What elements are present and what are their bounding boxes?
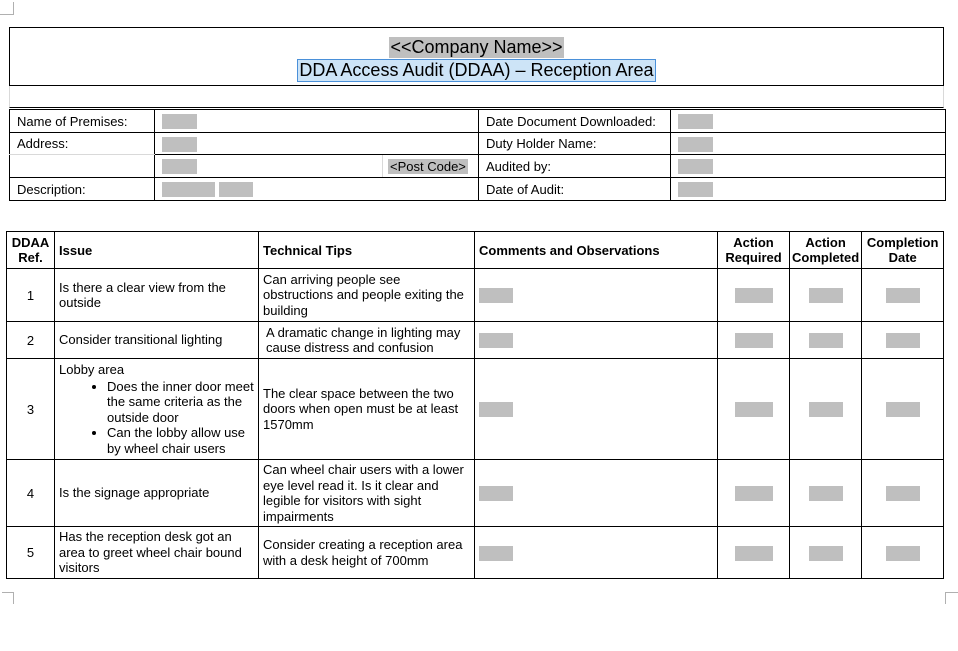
list-item: • Does the inner door meet the same criteria as the outside door [107, 379, 254, 426]
completion-date-field[interactable] [862, 322, 944, 359]
date-downloaded-field[interactable] [671, 110, 946, 133]
comments-field[interactable] [475, 359, 718, 460]
name-of-premises-label: Name of Premises: [10, 110, 155, 133]
list-item: • Can the lobby allow use by wheel chair users [107, 425, 254, 456]
column-header-completion-date: Completion Date [862, 232, 944, 269]
table-row [7, 527, 944, 579]
name-of-premises-field[interactable] [155, 110, 479, 133]
duty-holder-field[interactable] [671, 133, 946, 155]
completion-date-field[interactable] [862, 460, 944, 527]
completion-date-field[interactable] [862, 269, 944, 322]
duty-holder-label: Duty Holder Name: [479, 133, 671, 155]
row-technical-tip: The clear space between the two doors when open must be at least 1570mm [259, 359, 475, 460]
row-ref: 2 [7, 322, 55, 359]
row-issue: Lobby area [59, 362, 125, 377]
action-completed-field[interactable] [790, 527, 862, 579]
row-technical-tip: Can wheel chair users with a lower eye level read it. Is it clear and legible for visitors with sight impairments [259, 460, 475, 527]
audit-checklist-table [6, 231, 944, 579]
row-issue: Consider transitional lighting [55, 322, 259, 359]
table-row [7, 359, 944, 460]
action-completed-field[interactable] [790, 359, 862, 460]
action-required-field[interactable] [718, 460, 790, 527]
comments-field[interactable] [475, 460, 718, 527]
row-ref: 3 [7, 359, 55, 460]
page-corner-marker [13, 2, 14, 14]
company-name-field[interactable]: <<Company Name>> [390, 37, 563, 57]
row-issue: Is there a clear view from the outside [55, 269, 259, 322]
action-completed-field[interactable] [790, 460, 862, 527]
table-row [7, 269, 944, 322]
table-row [7, 460, 944, 527]
row-ref: 5 [7, 527, 55, 579]
premises-info-table [9, 109, 946, 201]
audited-by-label: Audited by: [479, 155, 671, 178]
audited-by-field[interactable] [671, 155, 946, 178]
action-completed-field[interactable] [790, 322, 862, 359]
action-required-field[interactable] [718, 527, 790, 579]
row-issue: Is the signage appropriate [55, 460, 259, 527]
date-of-audit-label: Date of Audit: [479, 178, 671, 201]
column-header-issue: Issue [55, 232, 259, 269]
page-corner-marker [945, 592, 958, 593]
row-technical-tip: A dramatic change in lighting may cause distress and confusion [259, 322, 475, 359]
sub-item-list [59, 379, 254, 457]
comments-field[interactable] [475, 527, 718, 579]
table-row [7, 322, 944, 359]
address-label: Address: [10, 133, 155, 155]
address-line-1-field[interactable] [155, 133, 479, 155]
address-continued-cell [10, 155, 155, 178]
date-of-audit-field[interactable] [671, 178, 946, 201]
completion-date-field[interactable] [862, 527, 944, 579]
completion-date-field[interactable] [862, 359, 944, 460]
comments-field[interactable] [475, 269, 718, 322]
action-required-field[interactable] [718, 359, 790, 460]
row-issue-with-list [55, 359, 259, 460]
column-header-ref: DDAA Ref. [7, 232, 55, 269]
action-required-field[interactable] [718, 269, 790, 322]
description-label: Description: [10, 178, 155, 201]
action-completed-field[interactable] [790, 269, 862, 322]
document-header [9, 27, 944, 86]
address-line-2-field[interactable] [155, 155, 383, 178]
row-technical-tip: Consider creating a reception area with a desk height of 700mm [259, 527, 475, 579]
date-downloaded-label: Date Document Downloaded: [479, 110, 671, 133]
row-ref: 1 [7, 269, 55, 322]
spacer-row [9, 86, 944, 108]
row-ref: 4 [7, 460, 55, 527]
comments-field[interactable] [475, 322, 718, 359]
postcode-label: <Post Code> [390, 158, 466, 174]
postcode-field[interactable] [383, 155, 479, 178]
column-header-comments: Comments and Observations [475, 232, 718, 269]
description-field[interactable] [155, 178, 479, 201]
page-corner-marker [945, 592, 946, 604]
action-required-field[interactable] [718, 322, 790, 359]
column-header-technical-tips: Technical Tips [259, 232, 475, 269]
document-title[interactable]: DDA Access Audit (DDAA) – Reception Area [299, 60, 654, 80]
column-header-action-required: Action Required [718, 232, 790, 269]
page-corner-marker [0, 14, 14, 15]
row-issue: Has the reception desk got an area to greet wheel chair bound visitors [55, 527, 259, 579]
row-technical-tip: Can arriving people see obstructions and people exiting the building [259, 269, 475, 322]
column-header-action-completed: Action Completed [790, 232, 862, 269]
page-corner-marker [13, 592, 14, 604]
